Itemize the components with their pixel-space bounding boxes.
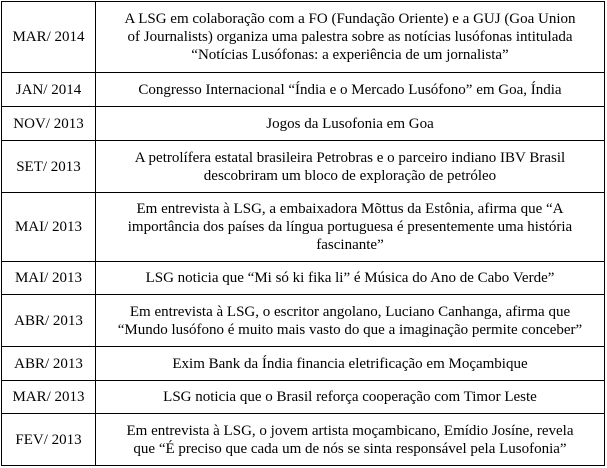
event-cell [96,73,605,107]
table-row [2,193,605,262]
event-line: A petrolífera estatal brasileira Petrobras e o parceiro indiano IBV Brasil [134,149,566,166]
table-row [2,381,605,414]
table-row [2,262,605,295]
date-cell: MAI/ 2013 [2,193,96,262]
table-row [2,2,605,73]
event-line: importância dos países da língua portuguesa é presentemente uma história [127,219,573,235]
event-line: of Journalists) organiza uma palestra sobre as notícias lusófonas intitulada [127,29,573,45]
event-cell [96,381,605,414]
event-cell [96,414,605,466]
event-line: Exim Bank da Índia financia eletrificação em Moçambique [172,355,528,372]
date-cell: NOV/ 2013 [2,107,96,141]
event-line: “Mundo lusófono é muito mais vasto do que a imaginação permite conceber” [117,321,583,338]
event-line: LSG noticia que o Brasil reforça cooperação com Timor Leste [163,389,537,405]
event-line: que “É preciso que cada um de nós se sinta responsável pela Lusofonia” [133,440,567,457]
event-line: fascinante” [316,237,384,253]
event-line: Em entrevista à LSG, a embaixadora Mõttus da Estônia, afirma que “A [136,201,564,217]
event-line: Congresso Internacional “Índia e o Mercado Lusófono” em Goa, Índia [138,81,562,98]
event-line: A LSG em colaboração com a FO (Fundação Oriente) e a GUJ (Goa Union [124,11,576,27]
event-line: Jogos da Lusofonia em Goa [266,115,434,132]
timeline-table [1,1,605,466]
event-cell [96,193,605,262]
date-cell: ABR/ 2013 [2,347,96,381]
event-cell [96,2,605,73]
event-cell [96,141,605,193]
table-row [2,347,605,381]
table-row [2,141,605,193]
event-cell [96,262,605,295]
date-cell: ABR/ 2013 [2,295,96,347]
date-cell: MAR/ 2014 [2,2,96,73]
date-cell: SET/ 2013 [2,141,96,193]
event-line: LSG noticia que “Mi só ki fika li” é Música do Ano de Cabo Verde” [145,270,555,286]
table-row [2,295,605,347]
timeline-body [2,2,605,466]
event-cell [96,295,605,347]
table-row [2,73,605,107]
table-row [2,414,605,466]
event-line: descobriram um bloco de exploração de petróleo [203,167,497,184]
event-cell [96,347,605,381]
event-line: Em entrevista à LSG, o escritor angolano, Luciano Canhanga, afirma que [129,303,571,320]
date-cell: MAR/ 2013 [2,381,96,414]
date-cell: JAN/ 2014 [2,73,96,107]
date-cell: FEV/ 2013 [2,414,96,466]
event-line: “Notícias Lusófonas: a experiência de um jornalista” [191,47,509,63]
event-line: Em entrevista à LSG, o jovem artista moçambicano, Emídio Josíne, revela [126,422,574,439]
event-cell [96,107,605,141]
table-row [2,107,605,141]
date-cell: MAI/ 2013 [2,262,96,295]
